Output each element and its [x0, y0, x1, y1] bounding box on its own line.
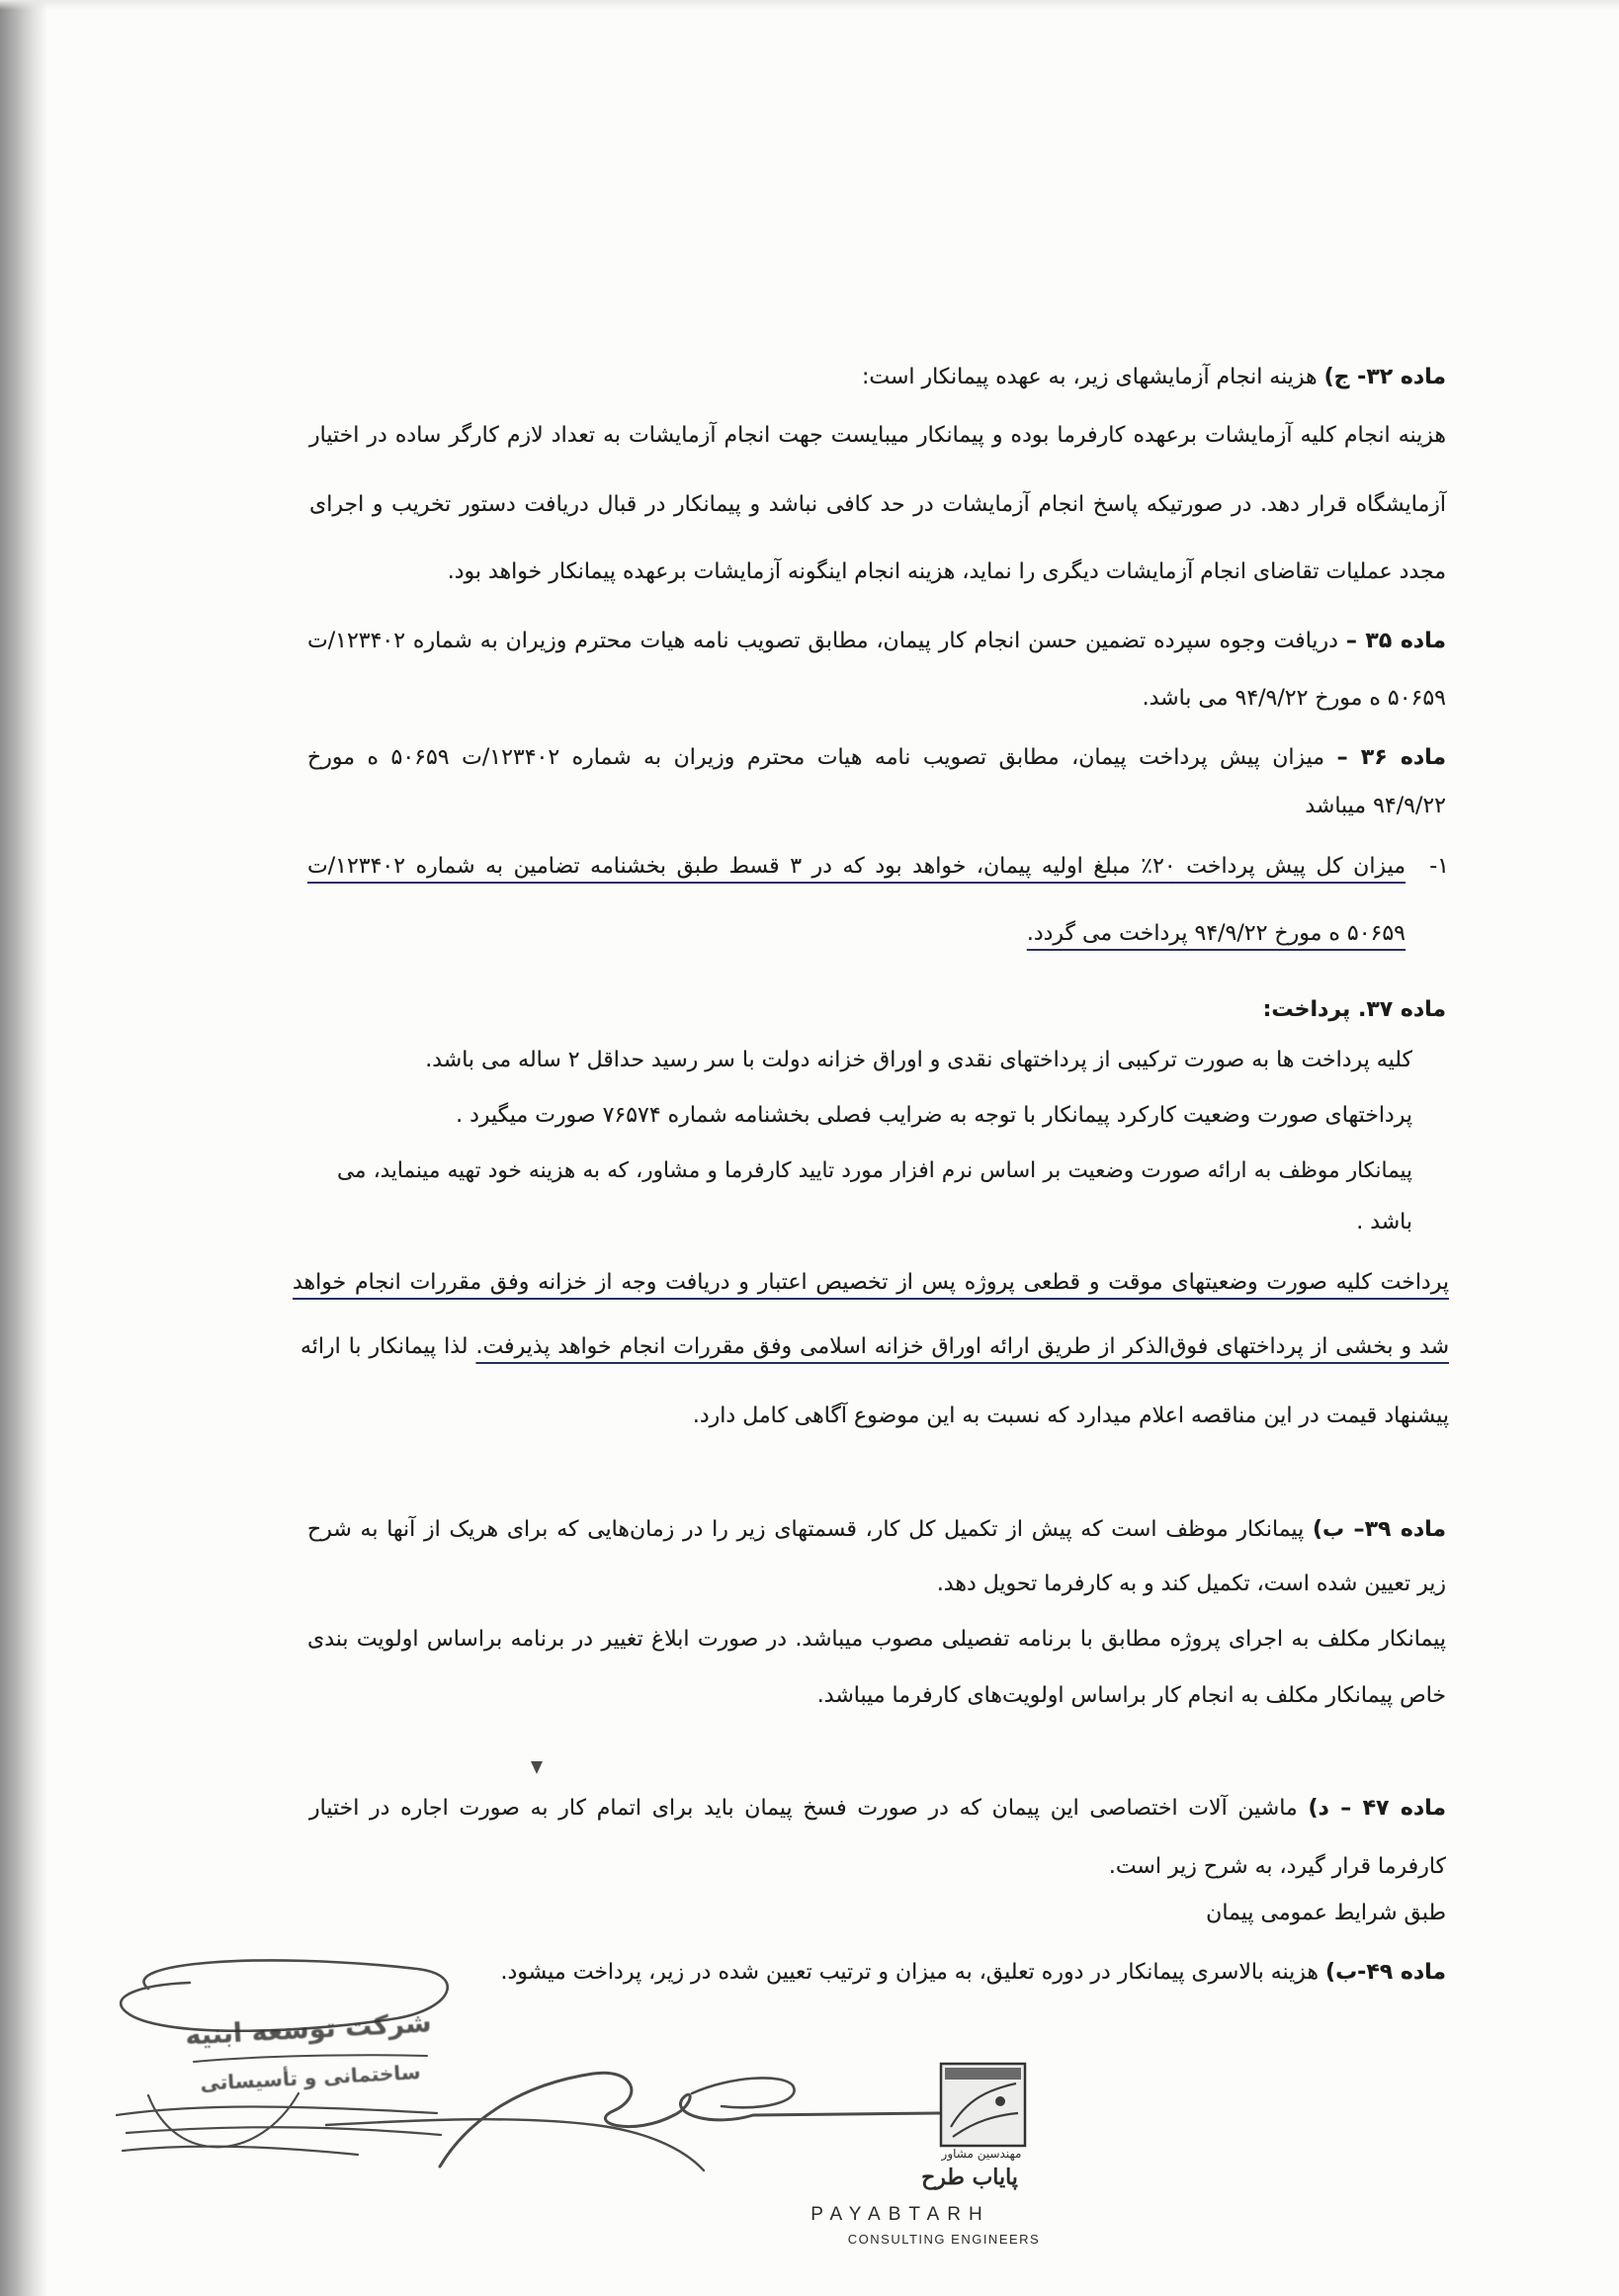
logo-wave-mark: [951, 2083, 1018, 2137]
logo-name-fa: پایاب طرح: [921, 2165, 1018, 2190]
article-49-line-1: [307, 1957, 1446, 1989]
article-36-item-1-number: ۱-: [1429, 854, 1449, 879]
logo-emblem: [941, 2064, 1025, 2146]
article-39-extra-line-2: خاص پیمانکار مکلف به انجام کار براساس اولویت‌های کارفرما میباشد.: [816, 1683, 1446, 1708]
article-47-line-2: کارفرما قرار گیرد، به شرح زیر است.: [1108, 1854, 1446, 1879]
article-32-line-3: مجدد عملیات تقاضای انجام آزمایشات دیگری را نماید، هزینه انجام اینگونه آزمایشات برعهده پیمانکار خواهد بود.: [447, 559, 1446, 584]
article-39-heading: ماده ۳۹– ب): [1312, 1517, 1447, 1542]
logo-subtitle-fa: مهندسین مشاور: [941, 2147, 1022, 2161]
article-36-item-1-line-2: [307, 918, 1406, 950]
article-37-line-3: پیمانکار موظف به ارائه صورت وضعیت بر اساس نرم افزار مورد تایید کارفرما و مشاور، که به هزینه خود تهیه مینماید، می: [337, 1158, 1412, 1183]
logo-top-band: [945, 2068, 1021, 2080]
scan-mark: [531, 1761, 543, 1774]
article-39-line-1: [307, 1514, 1446, 1546]
article-47-heading: ماده ۴۷ – د): [1308, 1796, 1446, 1821]
article-36-heading: ماده ۳۶ –: [1336, 745, 1446, 770]
article-32-line-1: هزینه انجام کلیه آزمایشات برعهده کارفرما بوده و پیمانکار میبایست جهت انجام آزمایشات به تعداد لازم کارگر ساده در اختیار: [309, 423, 1446, 448]
treasury-note-continuation: لذا پیمانکار با ارائه: [300, 1334, 469, 1359]
article-49-heading: ماده ۴۹-ب): [1325, 1960, 1446, 1985]
article-47-text: ماشین آلات اختصاصی این پیمان که در صورت فسخ پیمان باید برای اتمام کار به صورت اجاره در اختیار: [309, 1796, 1298, 1821]
article-36-item-1-text-2: ۵۰۶۵۹ ه مورخ ۹۴/۹/۲۲ پرداخت می گردد.: [1026, 921, 1406, 946]
logo-frame: [941, 2064, 1025, 2146]
article-39-extra-line-1: پیمانکار مکلف به اجرای پروژه مطابق با برنامه تفصیلی مصوب میباشد. در صورت ابلاغ تغییر در برنامه براساس اولویت بندی: [307, 1627, 1446, 1652]
article-35-line-2: ۵۰۶۵۹ ه مورخ ۹۴/۹/۲۲ می باشد.: [1142, 686, 1446, 711]
article-39-text: پیمانکار موظف است که پیش از تکمیل کل کار، قسمتهای زیر را در زمان‌هایی که برای هریک از آنها به شرح: [307, 1517, 1305, 1542]
logo-tagline-en: CONSULTING ENGINEERS: [847, 2232, 1041, 2247]
logo-dot-mark: [995, 2096, 1005, 2106]
article-36-text: میزان پیش پرداخت پیمان، مطابق تصویب نامه هیات محترم وزیران به شماره ۱۲۳۴۰۲/ت ۵۰۶۵۹ ه مورخ: [307, 745, 1325, 770]
treasury-note-text-1: پرداخت کلیه صورت وضعیتهای موقت و قطعی پروژه پس از تخصیص اعتبار و دریافت وجه از خزانه وفق مقررات انجام خواهد: [293, 1270, 1449, 1295]
logo-name-en: PAYABTARH: [810, 2204, 990, 2225]
signature-stroke: [440, 2073, 939, 2167]
article-47-line-1: [309, 1793, 1446, 1825]
article-36-item-1-line-1: [307, 851, 1406, 883]
article-36-line-1: [307, 742, 1446, 774]
stamp-company-type: ساختمانی و تأسیساتی: [199, 2060, 422, 2095]
article-37-line-2: پرداختهای صورت وضعیت کارکرد پیمانکار با توجه به ضرایب فصلی بخشنامه شماره ۷۶۵۷۴ صورت میگیرد .: [456, 1103, 1412, 1128]
treasury-note-line-2: [300, 1331, 1449, 1363]
treasury-note-line-1: [293, 1267, 1449, 1299]
signature-tail: [326, 2119, 704, 2170]
article-32-line-2: آزمایشگاه قرار دهد. در صورتیکه پاسخ انجام آزمایشات در حد کافی نباشد و پیمانکار در قبال دریافت دستور تخریب و اجرای: [309, 492, 1446, 517]
article-49-text: هزینه بالاسری پیمانکار در دوره تعلیق، به میزان و ترتیب تعیین شده در زیر، پرداخت میشود.: [500, 1960, 1320, 1985]
article-32-heading: ماده ۳۲- ج): [1323, 365, 1446, 389]
article-37-heading: ماده ۳۷. پرداخت:: [1262, 997, 1446, 1022]
treasury-note-text-2: شد و بخشی از پرداختهای فوق‌الذکر از طریق ارائه اوراق خزانه اسلامی وفق مقررات انجام خواهد پذیرفت.: [475, 1334, 1450, 1359]
article-36-item-1-text-1: میزان کل پیش پرداخت ۲۰٪ مبلغ اولیه پیمان، خواهد بود که در ۳ قسط طبق بخشنامه تضامین به شماره ۱۲۳۴۰۲/ت: [307, 854, 1406, 879]
signature-loop: [692, 2078, 795, 2107]
article-35-heading: ماده ۳۵ –: [1345, 629, 1446, 653]
stamp-lower-scribble: [117, 2093, 441, 2155]
treasury-note-line-3: پیشنهاد قیمت در این مناقصه اعلام میدارد که نسبت به این موضوع آگاهی کامل دارد.: [692, 1403, 1449, 1428]
article-35-line-1: [307, 626, 1446, 657]
stamp-company-name: شرکت توسعه ابنیه: [184, 2007, 433, 2052]
scan-left-edge-shadow: [0, 0, 47, 2296]
article-35-text: دریافت وجوه سپرده تضمین حسن انجام کار پیمان، مطابق تصویب نامه هیات محترم وزیران به شماره ۱۲۳۴۰۲/ت: [307, 629, 1338, 653]
article-32-title: هزینه انجام آزمایشهای زیر، به عهده پیمانکار است:: [861, 365, 1318, 389]
article-32-title-line: [307, 362, 1446, 393]
article-39-line-2: زیر تعیین شده است، تکمیل کند و به کارفرما تحویل دهد.: [936, 1572, 1446, 1596]
article-37-line-4: باشد .: [1356, 1210, 1412, 1234]
article-37-line-1: کلیه پرداخت ها به صورت ترکیبی از پرداختهای نقدی و اوراق خزانه دولت با سر رسید حداقل ۲ ساله می باشد.: [425, 1048, 1412, 1072]
scan-top-edge-shadow: [0, 0, 1619, 10]
article-36-line-2: ۹۴/۹/۲۲ میباشد: [1305, 794, 1446, 818]
article-47-reference: طبق شرایط عمومی پیمان: [1206, 1901, 1446, 1925]
